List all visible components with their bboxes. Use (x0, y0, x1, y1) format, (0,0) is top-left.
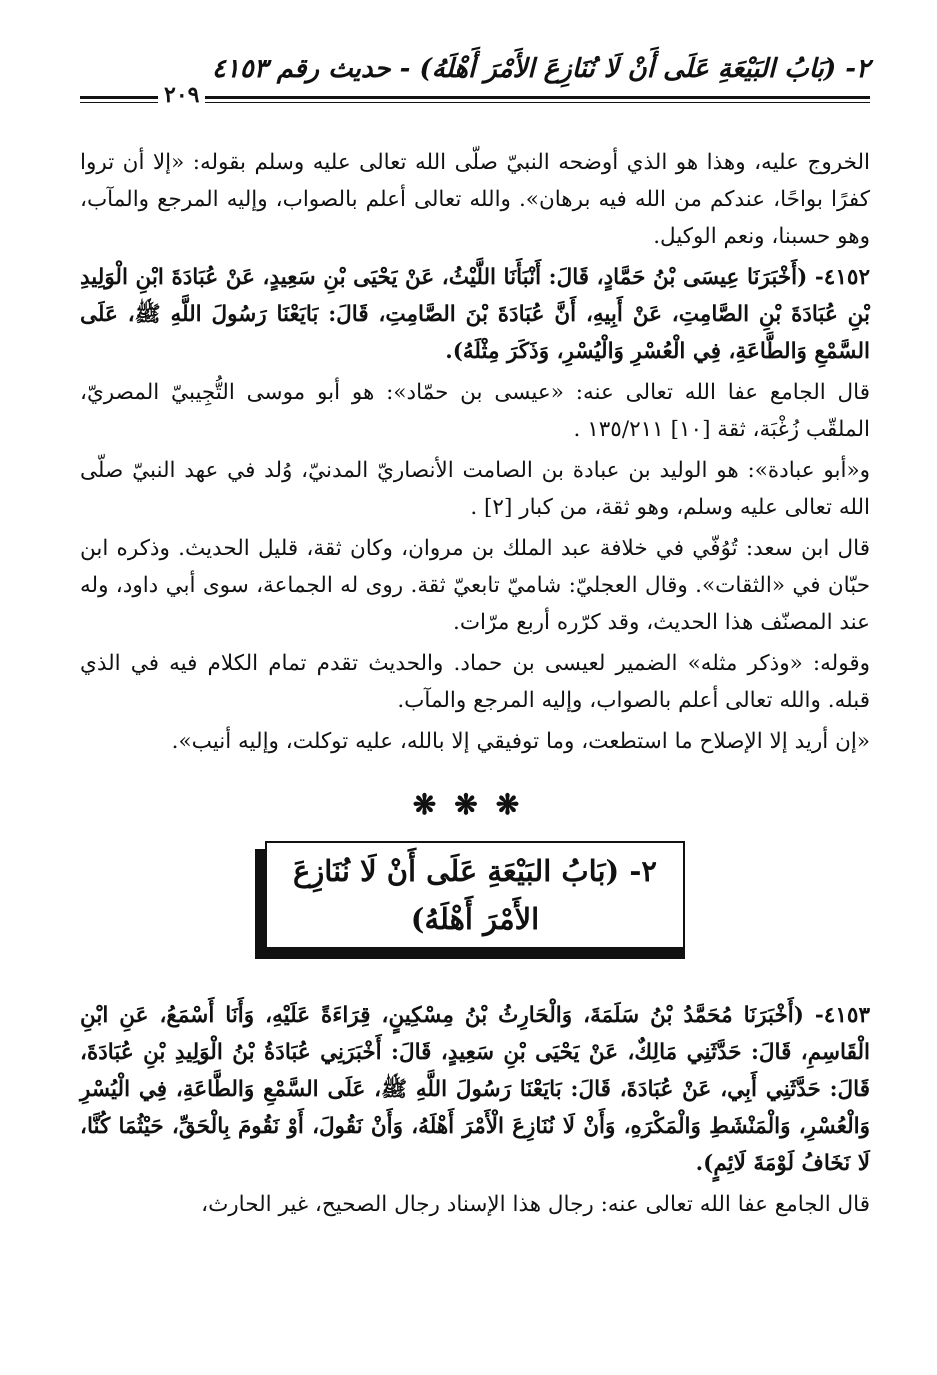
paragraph: وقوله: «وذكر مثله» الضمير لعيسى بن حماد. والحديث تقدم تمام الكلام فيه في الذي قبله. والله تعالى أعلم بالصواب، وإليه المرجع والمآب. (80, 651, 870, 713)
header-title: ٢- (بَابُ البَيْعَةِ عَلَى أَنْ لَا نُنَازِعَ الأَمْرَ أَهْلَهُ) - حديث رقم ٤١٥٣ (211, 54, 870, 84)
hadith-4152: ٤١٥٢- (أَخْبَرَنَا عِيسَى بْنُ حَمَّادٍ، قَالَ: أَنْبَأَنَا اللَّيْثُ، عَنْ يَحْيَى بْنِ سَعِيدٍ، عَنْ عُبَادَةَ ابْنِ الْوَلِيدِ بْنِ عُبَادَةَ بْنِ الصَّامِتِ، عَنْ أَبِيهِ، أَنَّ عُبَادَةَ بْنَ الصَّامِتِ، قَالَ: بَايَعْنَا رَسُولَ اللَّهِ ﷺ، عَلَى السَّمْعِ وَالطَّاعَةِ، فِي الْعُسْرِ وَالْيُسْرِ، وَذَكَرَ مِثْلَهُ). (80, 265, 870, 364)
page-number: ٢٠٩ (158, 84, 205, 106)
chapter-heading (265, 841, 685, 949)
chapter-heading-box (255, 841, 695, 959)
chapter-heading-line1: ٢- (بَابُ البَيْعَةِ عَلَى أَنْ لَا نُنَازِعَ (293, 854, 657, 888)
running-header (80, 40, 870, 108)
chapter-heading-line2: الأَمْرَ أَهْلَهُ) (410, 902, 540, 936)
hadith-4153: ٤١٥٣- (أَخْبَرَنَا مُحَمَّدُ بْنُ سَلَمَةَ، وَالْحَارِثُ بْنُ مِسْكِينٍ، قِرَاءَةً عَلَيْهِ، وَأَنَا أَسْمَعُ، عَنِ ابْنِ الْقَاسِمِ، قَالَ: حَدَّثَنِي مَالِكٌ، عَنْ يَحْيَى بْنِ سَعِيدٍ، قَالَ: أَخْبَرَنِي عُبَادَةُ بْنُ الْوَلِيدِ بْنِ عُبَادَةَ، قَالَ: حَدَّثَنِي أَبِي، عَنْ عُبَادَةَ، قَالَ: بَايَعْنَا رَسُولَ اللَّهِ ﷺ، عَلَى السَّمْعِ وَالطَّاعَةِ، فِي الْيُسْرِ وَالْعُسْرِ، وَالْمَنْشَطِ وَالْمَكْرَهِ، وَأَنْ لَا نُنَازِعَ الْأَمْرَ أَهْلَهُ، وَأَنْ نَقُولَ، أَوْ نَقُومَ بِالْحَقِّ، حَيْثُمَا كُنَّا، لَا نَخَافُ لَوْمَةَ لَائِمٍ). (80, 1003, 870, 1176)
page-body (80, 144, 870, 1227)
section-separator: ❋❋❋ (412, 788, 538, 821)
paragraph: و«أبو عبادة»: هو الوليد بن عبادة بن الصامت الأنصاريّ المدنيّ، وُلد في عهد النبيّ صلّى الله تعالى عليه وسلم، وهو ثقة، من كبار [٢] . (80, 458, 870, 520)
paragraph: قال الجامع عفا الله تعالى عنه: «عيسى بن حمّاد»: هو أبو موسى التُّجِيبيّ المصريّ، الملقّب زُغْبَة، ثقة [١٠] ١٣٥/٢١١ . (80, 380, 870, 442)
book-page (80, 40, 870, 1217)
paragraph: قال الجامع عفا الله تعالى عنه: رجال هذا الإسناد رجال الصحيح، غير الحارث، (201, 1192, 870, 1217)
paragraph: «إن أريد إلا الإصلاح ما استطعت، وما توفيقي إلا بالله، عليه توكلت، وإليه أنيب». (171, 729, 870, 754)
paragraph: قال ابن سعد: تُوُفّي في خلافة عبد الملك بن مروان، وكان ثقة، قليل الحديث. وذكره ابن حبّان في «الثقات». وقال العجليّ: شاميّ تابعيّ ثقة. روى له الجماعة، سوى أبي داود، وله عند المصنّف هذا الحديث، وقد كرّره أربع مرّات. (80, 536, 870, 635)
paragraph: الخروج عليه، وهذا هو الذي أوضحه النبيّ صلّى الله تعالى عليه وسلم بقوله: «إلا أن تروا كفرًا بواحًا، عندكم من الله فيه برهان». والله تعالى أعلم بالصواب، وإليه المرجع والمآب، وهو حسبنا، ونعم الوكيل. (80, 150, 870, 249)
